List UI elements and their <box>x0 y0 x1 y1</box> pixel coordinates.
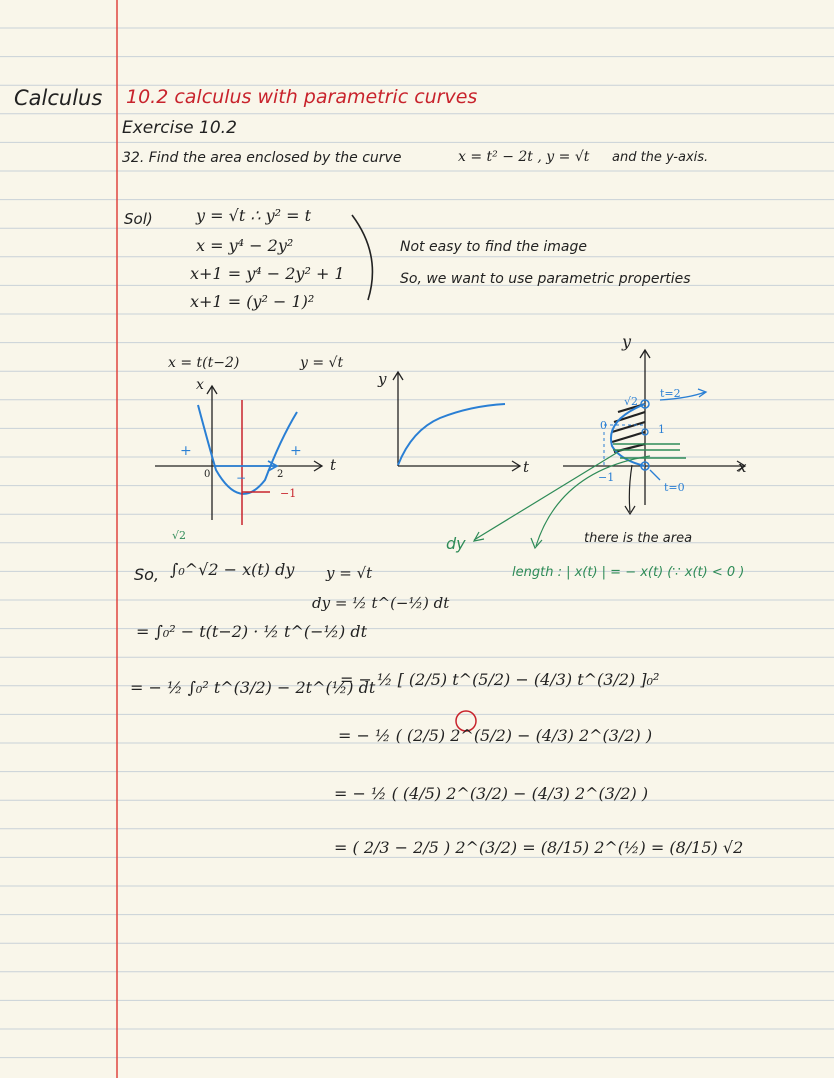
graph-3-axis-h: x <box>738 458 747 476</box>
work-step-2: = − ½ ∫₀² t^(3/2) − 2t^(½) dt <box>130 678 376 697</box>
work-step-1: = ∫₀² − t(t−2) · ½ t^(−½) dt <box>136 622 368 641</box>
graph-3-label-1: 1 <box>658 423 665 436</box>
graph-2-axis-v: y <box>378 370 387 388</box>
graph-3-label-0: 0 <box>600 419 607 432</box>
dy-arrow-line <box>474 452 618 540</box>
graph-1-axis-h: t <box>330 456 337 474</box>
graph-1-plus-left: + <box>180 443 192 459</box>
graph-3-axis-v: y <box>622 332 632 351</box>
dy-label: dy <box>446 534 466 553</box>
solution-note-1: Not easy to find the image <box>400 239 587 255</box>
graph-2 <box>393 372 520 471</box>
work-step-4: = − ½ ( (4/5) 2^(3/2) − (4/3) 2^(3/2) ) <box>334 784 649 803</box>
graph-1-plus-right: + <box>290 443 302 459</box>
graph-3-label-neg1: −1 <box>598 471 615 484</box>
graph-1-parabola <box>198 405 297 494</box>
graph-3-label-t2: t=2 <box>660 387 681 400</box>
integral-upper-sqrt2: √2 <box>172 529 187 542</box>
problem-equations: x = t² − 2t , y = √t <box>458 149 590 165</box>
graph-1-axis-v: x <box>196 377 204 393</box>
graph-1-eq-y: y = √t <box>300 355 344 371</box>
graph-1-tick-0: 0 <box>204 469 211 480</box>
solution-line-1: y = √t ∴ y² = t <box>196 206 312 225</box>
solution-label: Sol) <box>124 210 153 228</box>
graph-1-eq-x: x = t(t−2) <box>168 355 240 371</box>
graph-1-tick-2: 2 <box>277 469 284 480</box>
solution-line-3: x+1 = y⁴ − 2y² + 1 <box>190 264 345 283</box>
there-is-area: there is the area <box>584 531 693 546</box>
work-side-1: y = √t <box>326 564 373 582</box>
graph-2-curve <box>398 404 505 465</box>
solution-line-4: x+1 = (y² − 1)² <box>190 292 315 311</box>
work-integral-1: ∫₀^√2 − x(t) dy <box>170 560 295 579</box>
graph-1-tick-neg1: −1 <box>280 487 297 500</box>
work-step-3: = − ½ ( (2/5) 2^(5/2) − (4/3) 2^(3/2) ) <box>338 726 653 745</box>
graph-1-minus: − <box>236 471 247 485</box>
graph-3-label-sqrt2: √2 <box>624 395 639 408</box>
exercise-heading: Exercise 10.2 <box>122 118 237 138</box>
length-label: length : | x(t) | = − x(t) (∵ x(t) < 0 ) <box>512 565 745 580</box>
problem-text: 32. Find the area enclosed by the curve <box>122 150 402 166</box>
work-so: So, <box>134 565 160 584</box>
section-title: 10.2 calculus with parametric curves <box>126 86 478 108</box>
graph-3-down-arrow <box>629 465 632 512</box>
work-step-2b: = − ½ [ (2/5) t^(5/2) − (4/3) t^(3/2) ]₀² <box>340 670 660 689</box>
ruled-lines <box>0 28 834 1058</box>
graph-3-arrow-t0 <box>650 470 660 480</box>
graph-3-label-t0: t=0 <box>664 481 685 494</box>
solution-line-2: x = y⁴ − 2y² <box>196 236 294 255</box>
margin-label: Calculus <box>14 86 103 110</box>
work-side-2: dy = ½ t^(−½) dt <box>312 594 450 612</box>
graph-2-axis-h: t <box>523 458 530 476</box>
solution-note-2: So, we want to use parametric properties <box>400 271 691 287</box>
work-step-5: = ( 2/3 − 2/5 ) 2^(3/2) = (8/15) 2^(½) = (8/15) √2 <box>334 838 744 857</box>
graph-3 <box>563 350 745 514</box>
problem-tail: and the y-axis. <box>612 150 709 165</box>
